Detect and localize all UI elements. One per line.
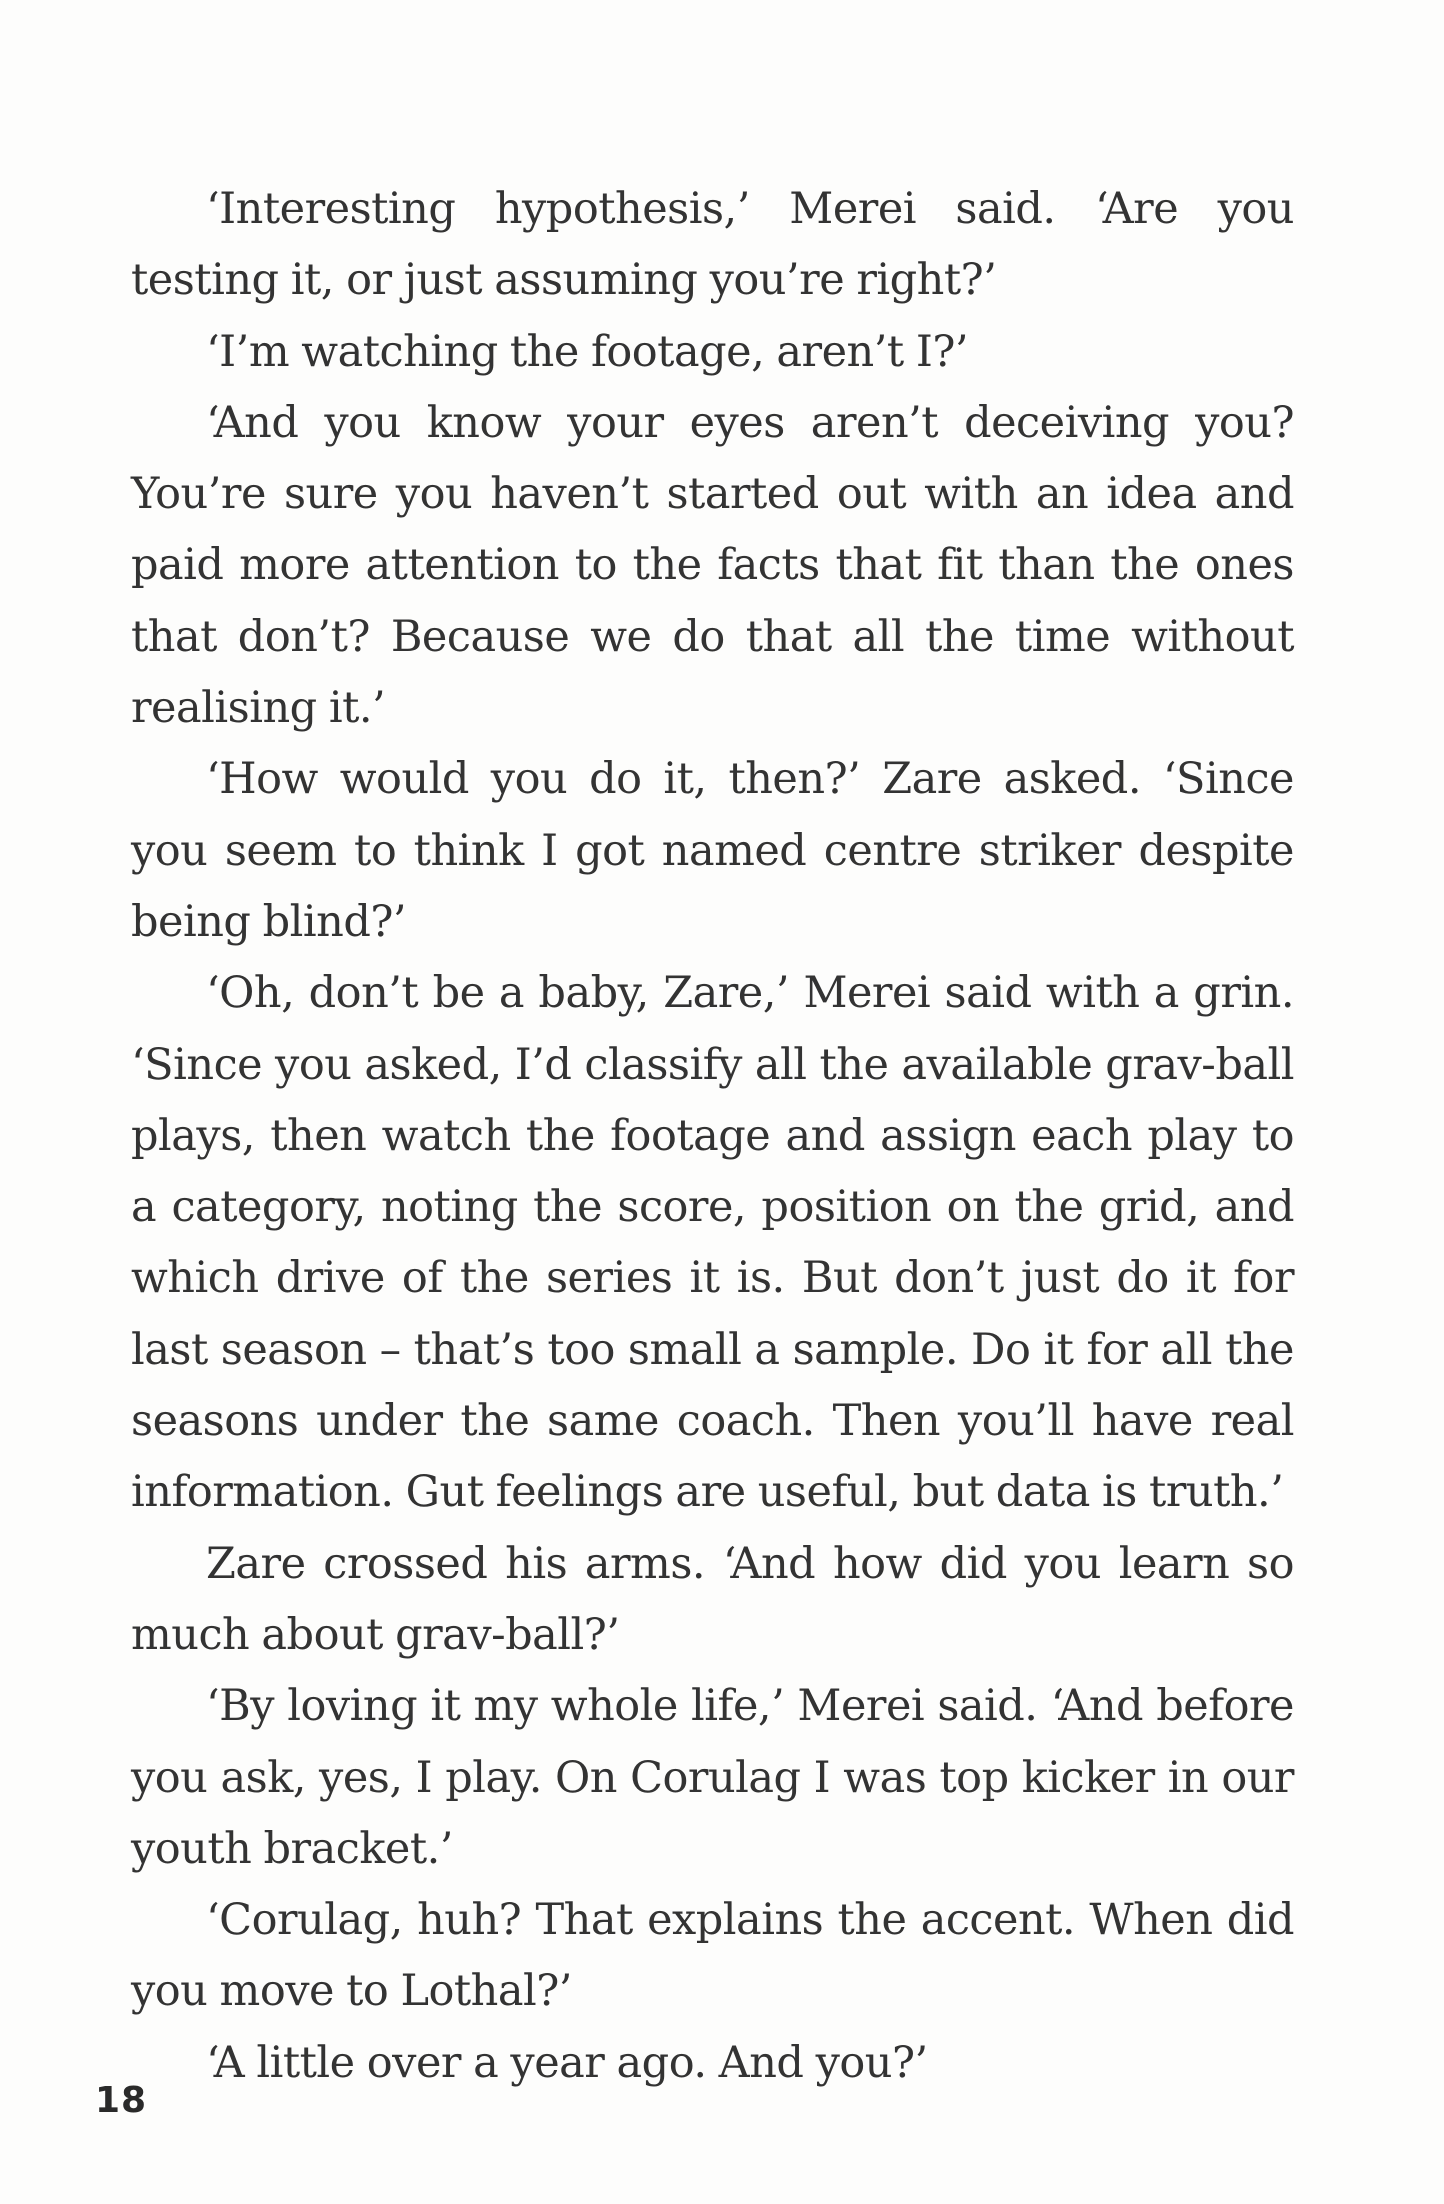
body-text [131,174,1294,2099]
paragraph: ‘Interesting hypothesis,’ Merei said. ‘Are you testing it, or just assuming you’re right?’ [131,184,1294,306]
paragraph: Zare crossed his arms. ‘And how did you learn so much about grav-ball?’ [131,1538,1294,1660]
paragraph: ‘And you know your eyes aren’t deceiving you? You’re sure you haven’t started out with an idea and paid more attention to the facts that fit than the ones that don’t? Because we do that all the time without realising it.’ [131,397,1294,734]
paragraph: ‘A little over a year ago. And you?’ [206,2037,928,2088]
paragraph: ‘Oh, don’t be a baby, Zare,’ Merei said with a grin. ‘Since you asked, I’d classify all the available grav-ball plays, then watch the footage and assign each play to a category, noting the score, position on the grid, and which drive of the series it is. But don’t just do it for last season – that’s too small a sample. Do it for all the seasons under the same coach. Then you’ll have real information. Gut feelings are useful, but data is truth.’ [131,968,1294,1518]
paragraph: ‘How would you do it, then?’ Zare asked. ‘Since you seem to think I got named centre striker despite being blind?’ [131,754,1294,947]
paragraph: ‘I’m watching the footage, aren’t I?’ [206,326,969,377]
paragraph: ‘Corulag, huh? That explains the accent. When did you move to Lothal?’ [131,1895,1294,2017]
paragraph: ‘By loving it my whole life,’ Merei said. ‘And before you ask, yes, I play. On Corulag I was top kicker in our youth bracket.’ [131,1681,1294,1874]
page-number: 18 [95,2080,148,2121]
